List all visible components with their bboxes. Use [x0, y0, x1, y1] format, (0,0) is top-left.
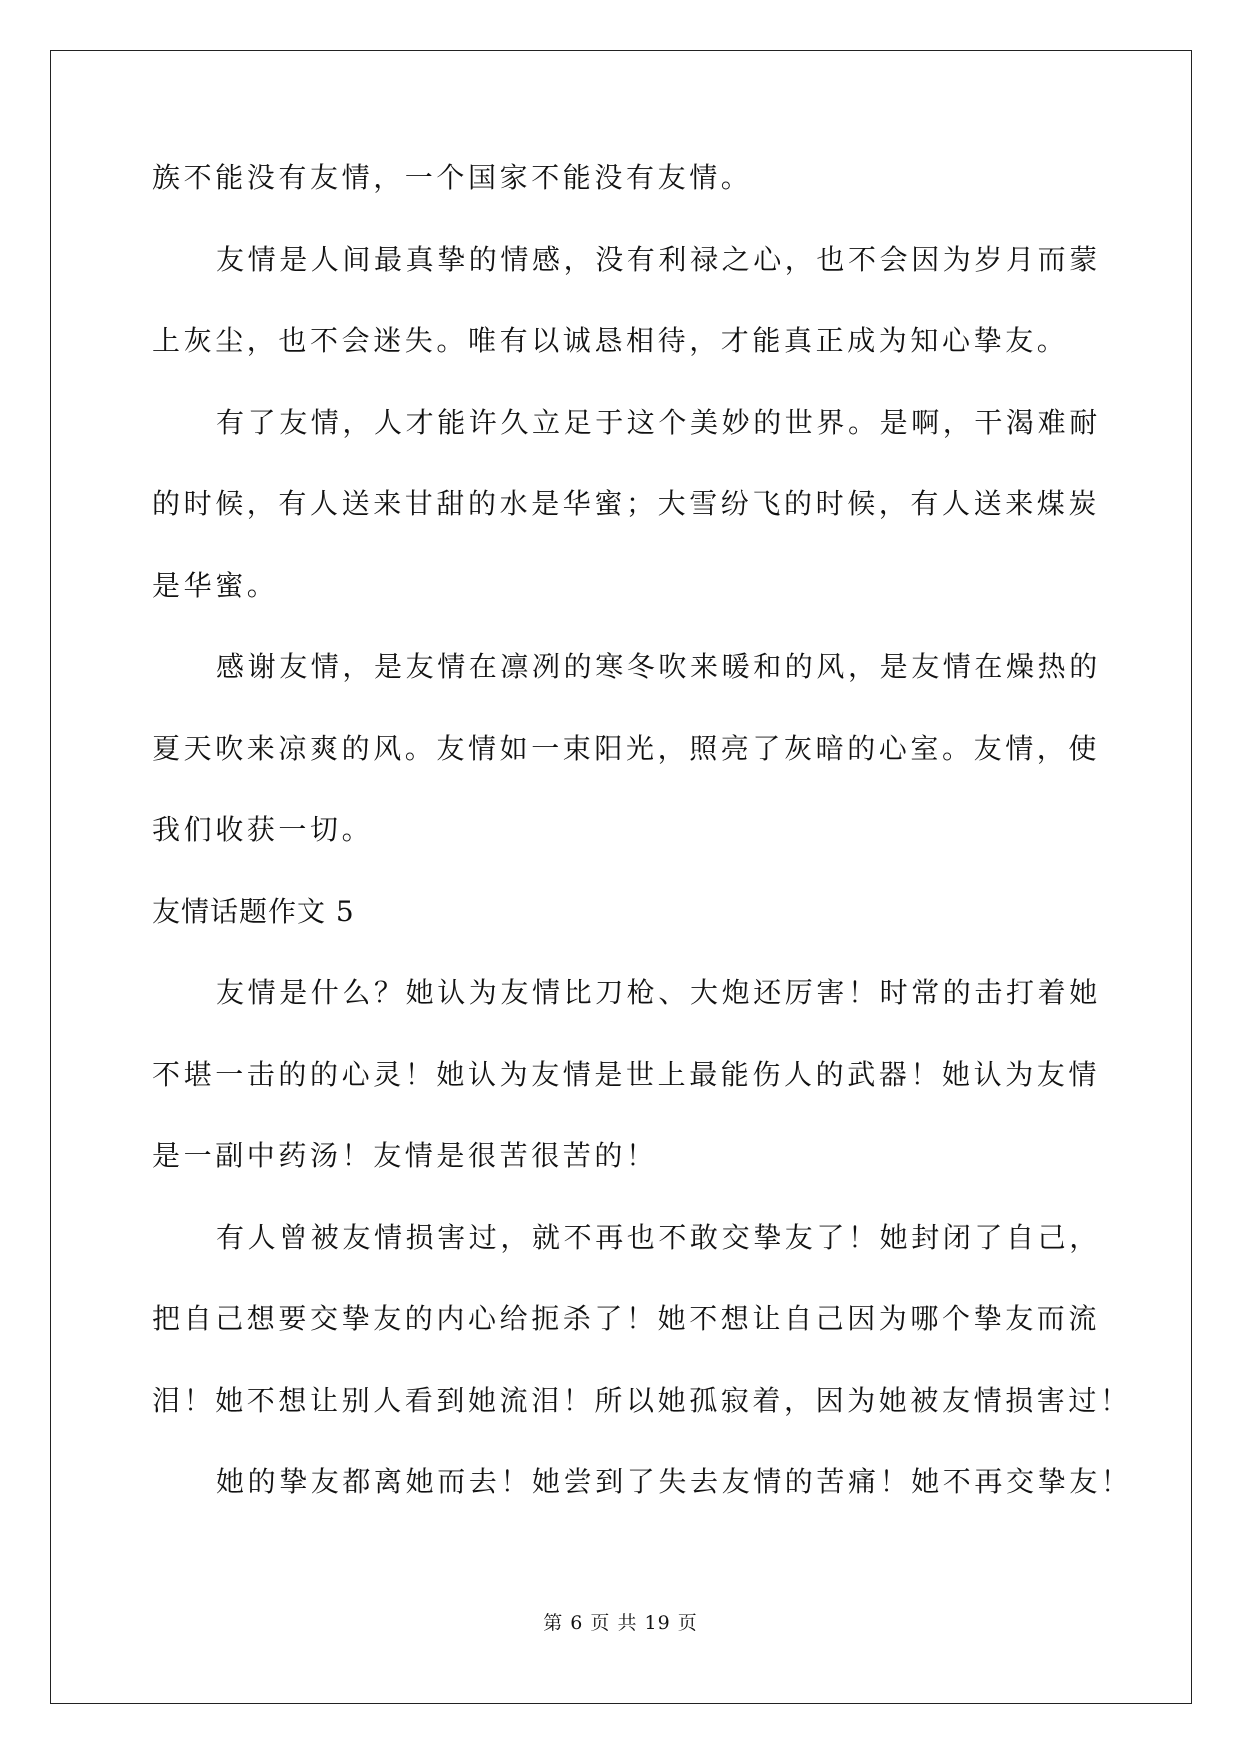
section-heading: 友情话题作文 5 — [152, 894, 355, 928]
document-body — [152, 158, 1133, 1544]
text-line: 有人曾被友情损害过，就不再也不敢交挚友了！她封闭了自己， — [216, 1220, 1101, 1254]
text-line: 感谢友情，是友情在凛冽的寒冬吹来暖和的风，是友情在燥热的 — [216, 650, 1101, 683]
text-line: 是一副中药汤！友情是很苦很苦的！ — [152, 1139, 658, 1172]
text-line: 泪！她不想让别人看到她流泪！所以她孤寂着，因为她被友情损害过！ — [152, 1383, 1132, 1417]
text-line: 把自己想要交挚友的内心给扼杀了！她不想让自己因为哪个挚友而流 — [152, 1302, 1101, 1335]
text-line: 夏天吹来凉爽的风。友情如一束阳光，照亮了灰暗的心室。友情，使 — [152, 731, 1101, 765]
text-line: 友情是人间最真挚的情感，没有利禄之心，也不会因为岁月而蒙 — [216, 242, 1101, 276]
text-line: 友情是什么？她认为友情比刀枪、大炮还厉害！时常的击打着她 — [216, 976, 1101, 1009]
text-line: 族不能没有友情，一个国家不能没有友情。 — [152, 161, 753, 194]
text-line: 不堪一击的的心灵！她认为友情是世上最能伤人的武器！她认为友情 — [152, 1057, 1101, 1091]
text-line: 有了友情，人才能许久立足于这个美妙的世界。是啊，干渴难耐 — [216, 405, 1101, 439]
text-line: 上灰尘，也不会迷失。唯有以诚恳相待，才能真正成为知心挚友。 — [152, 324, 1069, 357]
text-line: 的时候，有人送来甘甜的水是华蜜；大雪纷飞的时候，有人送来煤炭 — [152, 487, 1101, 520]
page-number: 第 6 页 共 19 页 — [543, 1612, 698, 1634]
text-line: 我们收获一切。 — [152, 813, 374, 846]
text-line: 是华蜜。 — [152, 568, 279, 602]
text-line: 她的挚友都离她而去！她尝到了失去友情的苦痛！她不再交挚友！ — [216, 1465, 1133, 1498]
